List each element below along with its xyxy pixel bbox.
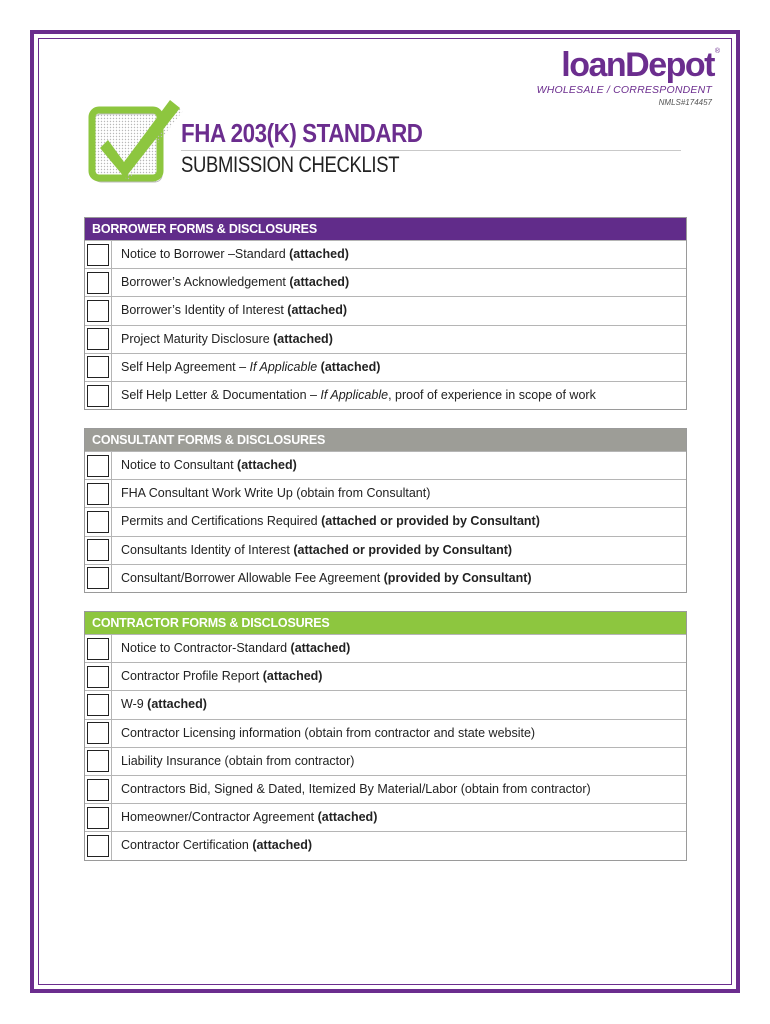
item-label: Notice to Consultant	[121, 458, 238, 472]
checkbox-cell	[85, 663, 112, 690]
checklist-row	[85, 662, 686, 690]
item-label: Borrower’s Identity of Interest	[121, 303, 288, 318]
checkbox-cell	[85, 565, 112, 592]
checklist-checkbox[interactable]	[87, 722, 109, 744]
item-status: (attached or provided by Consultant)	[321, 514, 540, 529]
checklist-row	[85, 381, 686, 409]
checklist-row	[85, 240, 686, 268]
checklist-checkbox[interactable]	[87, 328, 109, 350]
checkbox-cell	[85, 269, 112, 296]
checklist-checkbox[interactable]	[87, 300, 109, 322]
checklist-row	[85, 803, 686, 831]
checklist-item-text	[112, 452, 297, 479]
checklist-checkbox[interactable]	[87, 539, 109, 561]
checkbox-cell	[85, 832, 112, 859]
document-title: FHA 203(K) STANDARD	[181, 118, 423, 148]
checklist-item-text	[112, 776, 591, 803]
checklist-row	[85, 831, 686, 859]
item-label: Consultants Identity of Interest	[121, 542, 294, 557]
checklist-checkbox[interactable]	[87, 807, 109, 829]
item-label: FHA Consultant Work Write Up (obtain from Consultant)	[121, 486, 431, 501]
checkbox-cell	[85, 537, 112, 564]
item-status: (attached)	[317, 359, 381, 374]
checklist-row	[85, 775, 686, 803]
logo-registered-mark: ®	[714, 48, 720, 55]
item-condition: If Applicable	[249, 359, 318, 374]
checklist-item-text	[112, 565, 532, 592]
checklist-item-text	[112, 663, 322, 690]
checklist-item-text	[112, 832, 312, 859]
item-status: (attached)	[287, 303, 348, 318]
checklist-item-text	[112, 691, 207, 718]
item-condition: If Applicable	[320, 387, 389, 402]
checklist-checkbox[interactable]	[87, 244, 109, 266]
item-status: (attached)	[147, 697, 207, 712]
checklist-item-text	[112, 297, 347, 324]
checklist-row	[85, 353, 686, 381]
item-note: , proof of experience in scope of work	[388, 387, 596, 402]
checklist-row	[85, 747, 686, 775]
item-label: Notice to Contractor-Standard	[121, 641, 291, 655]
checklist-item-text	[112, 326, 333, 353]
checklist-row	[85, 564, 686, 592]
checklist-checkbox[interactable]	[87, 356, 109, 378]
item-label: Contractor Profile Report	[121, 669, 263, 684]
item-status: (attached)	[237, 458, 297, 472]
checkbox-cell	[85, 354, 112, 381]
checklist-row	[85, 507, 686, 535]
checklist-item-text	[112, 804, 377, 831]
item-label: Project Maturity Disclosure	[121, 331, 274, 346]
item-label: Contractor Licensing information (obtain from contractor and state website)	[121, 725, 536, 740]
checklist-item-text	[112, 480, 430, 507]
checkbox-cell	[85, 720, 112, 747]
item-label: Permits and Certifications Required	[121, 514, 322, 529]
checklist-checkbox[interactable]	[87, 750, 109, 772]
item-status: (attached or provided by Consultant)	[293, 542, 513, 557]
checklist-checkbox[interactable]	[87, 483, 109, 505]
checkbox-cell	[85, 691, 112, 718]
checklist-checkbox[interactable]	[87, 666, 109, 688]
item-status: (attached)	[317, 810, 378, 825]
checklist-item-text	[112, 241, 349, 268]
checkbox-cell	[85, 480, 112, 507]
borrower-section	[84, 217, 687, 410]
checklist-checkbox[interactable]	[87, 835, 109, 857]
item-label: Consultant/Borrower Allowable Fee Agreement	[121, 570, 384, 585]
checklist-checkbox[interactable]	[87, 779, 109, 801]
checklist-item-text	[112, 354, 380, 381]
consultant-section-header: CONSULTANT FORMS & DISCLOSURES	[85, 429, 686, 451]
item-label: Borrower’s Acknowledgement	[121, 275, 290, 290]
item-label: W-9	[121, 697, 148, 712]
checklist-item-text	[112, 720, 535, 747]
loandepot-logo	[520, 46, 720, 116]
checklist-row	[85, 325, 686, 353]
document-subtitle: SUBMISSION CHECKLIST	[181, 152, 400, 177]
item-status: (attached)	[290, 641, 351, 655]
contractor-section	[84, 611, 687, 861]
checklist-item-text	[112, 635, 350, 662]
checklist-row	[85, 479, 686, 507]
checklist-item-text	[112, 537, 512, 564]
checklist-checkbox[interactable]	[87, 638, 109, 660]
checkbox-cell	[85, 776, 112, 803]
item-label: Homeowner/Contractor Agreement	[121, 810, 318, 825]
checklist-row	[85, 451, 686, 479]
borrower-section-header: BORROWER FORMS & DISCLOSURES	[85, 218, 686, 240]
contractor-section-header: CONTRACTOR FORMS & DISCLOSURES	[85, 612, 686, 634]
logo-nmls: NMLS#174457	[658, 98, 712, 107]
item-status: (attached)	[289, 275, 350, 290]
item-label: Contractors Bid, Signed & Dated, Itemized By Material/Labor (obtain from contractor)	[121, 781, 591, 796]
checklist-checkbox[interactable]	[87, 455, 109, 477]
checklist-row	[85, 634, 686, 662]
checkmark-box-icon	[88, 96, 184, 192]
checklist-checkbox[interactable]	[87, 385, 109, 407]
checklist-item-text	[112, 269, 349, 296]
checklist-row	[85, 296, 686, 324]
logo-division: WHOLESALE / CORRESPONDENT	[536, 84, 712, 96]
checklist-checkbox[interactable]	[87, 272, 109, 294]
checklist-checkbox[interactable]	[87, 511, 109, 533]
item-status: (attached)	[252, 838, 313, 853]
checklist-item-text	[112, 382, 596, 409]
title-divider	[181, 150, 681, 151]
checkbox-cell	[85, 635, 112, 662]
checkbox-cell	[85, 382, 112, 409]
checkbox-cell	[85, 452, 112, 479]
checklist-row	[85, 536, 686, 564]
checklist-checkbox[interactable]	[87, 567, 109, 589]
checklist-checkbox[interactable]	[87, 694, 109, 716]
item-label: Self Help Agreement –	[121, 359, 250, 374]
checkbox-cell	[85, 326, 112, 353]
checklist-item-text	[112, 508, 540, 535]
item-label: Contractor Certification	[121, 838, 253, 853]
checklist-item-text	[112, 748, 354, 775]
checkbox-cell	[85, 804, 112, 831]
item-status: (attached)	[262, 669, 323, 684]
checklist-row	[85, 719, 686, 747]
item-label: Notice to Borrower –Standard	[121, 247, 290, 261]
logo-wordmark: loanDepot	[561, 46, 714, 84]
checkbox-cell	[85, 748, 112, 775]
checkbox-cell	[85, 241, 112, 268]
checkbox-cell	[85, 297, 112, 324]
item-status: (attached)	[289, 247, 349, 261]
checklist-row	[85, 268, 686, 296]
item-label: Liability Insurance (obtain from contractor)	[121, 753, 355, 768]
checkbox-cell	[85, 508, 112, 535]
item-status: (attached)	[273, 331, 333, 346]
checklist-row	[85, 690, 686, 718]
consultant-section	[84, 428, 687, 593]
item-label: Self Help Letter & Documentation –	[121, 387, 321, 402]
item-status: (provided by Consultant)	[383, 570, 532, 585]
